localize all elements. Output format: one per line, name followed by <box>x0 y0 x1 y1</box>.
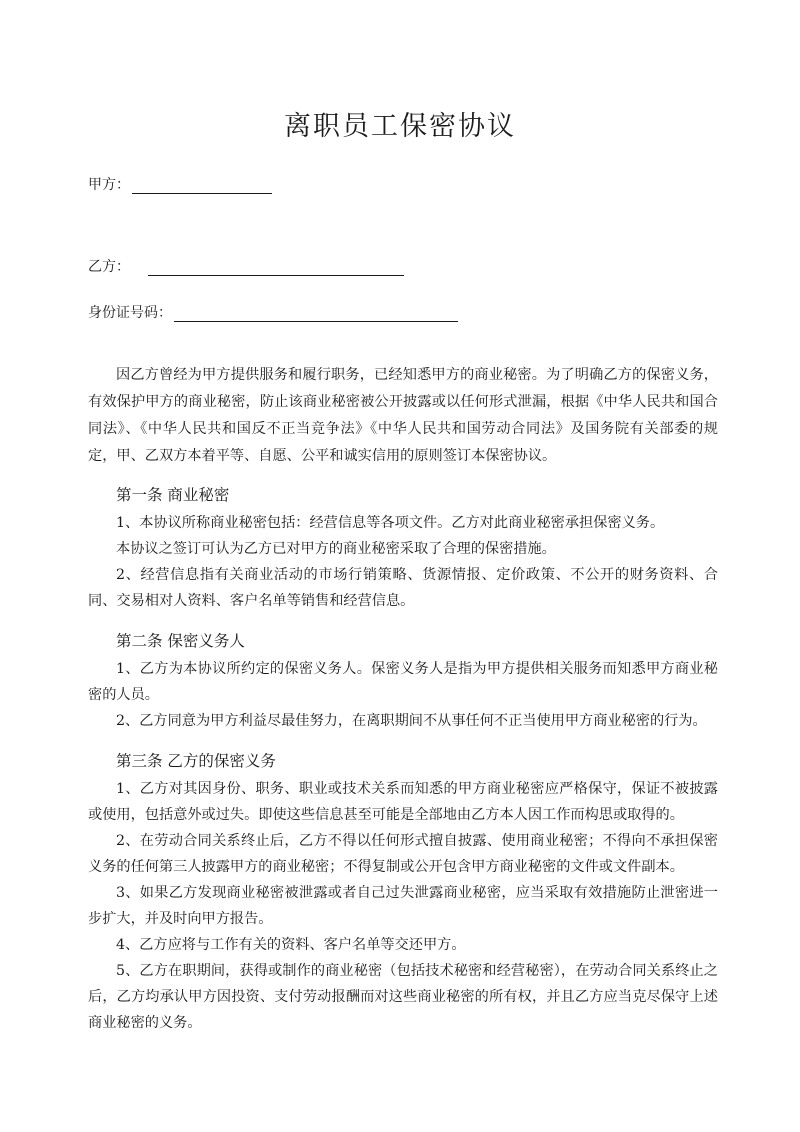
section-1-paragraph: 2、经营信息指有关商业活动的市场行销策略、货源情报、定价政策、不公开的财务资料、合同、交易相对人资料、客户名单等销售和经营信息。 <box>88 567 718 609</box>
section-1-heading: 第一条 商业秘密 <box>116 486 230 504</box>
section-1-paragraph: 1、本协议所称商业秘密包括：经营信息等各项文件。乙方对此商业秘密承担保密义务。 <box>116 515 665 531</box>
party-a-blank-line[interactable] <box>132 177 272 194</box>
section-3-paragraph: 2、在劳动合同关系终止后，乙方不得以任何形式擅自披露、使用商业秘密；不得向不承担保密义务的任何第三人披露甲方的商业秘密；不得复制或公开包含甲方商业秘密的文件或文件副本。 <box>88 833 718 875</box>
party-b-label: 乙方： <box>88 259 130 275</box>
document-title: 离职员工保密协议 <box>284 111 516 143</box>
id-number-field <box>88 302 458 322</box>
section-3-paragraph: 1、乙方对其因身份、职务、职业或技术关系而知悉的甲方商业秘密应严格保守，保证不被披露或使用，包括意外或过失。即使这些信息甚至可能是全部地由乙方本人因工作而构思或取得的。 <box>88 781 718 823</box>
party-a-field <box>88 174 272 194</box>
section-2-paragraph: 1、乙方为本协议所约定的保密义务人。保密义务人是指为甲方提供相关服务而知悉甲方商业秘密的人员。 <box>88 661 718 703</box>
id-number-blank-line[interactable] <box>174 305 458 322</box>
section-2-heading: 第二条 保密义务人 <box>116 632 245 650</box>
section-3-paragraph: 5、乙方在职期间，获得或制作的商业秘密（包括技术秘密和经营秘密），在劳动合同关系终止之后，乙方均承认甲方因投资、支付劳动报酬而对这些商业秘密的所有权，并且乙方应当克尽保守上述商业秘密的义务。 <box>88 963 718 1031</box>
section-3-paragraph: 4、乙方应将与工作有关的资料、客户名单等交还甲方。 <box>116 937 466 953</box>
party-b-blank-line[interactable] <box>148 259 404 276</box>
section-2-paragraph: 2、乙方同意为甲方利益尽最佳努力，在离职期间不从事任何不正当使用甲方商业秘密的行为。 <box>116 713 707 729</box>
party-b-field <box>88 256 404 276</box>
id-number-label: 身份证号码： <box>88 305 172 321</box>
section-3-paragraph: 3、如果乙方发现商业秘密被泄露或者自己过失泄露商业秘密，应当采取有效措施防止泄密进一步扩大，并及时向甲方报告。 <box>88 885 718 927</box>
section-3-heading: 第三条 乙方的保密义务 <box>116 752 276 770</box>
party-a-label: 甲方： <box>88 177 130 193</box>
document-body <box>88 362 718 1036</box>
preamble-paragraph: 因乙方曾经为甲方提供服务和履行职务，已经知悉甲方的商业秘密。为了明确乙方的保密义务，有效保护甲方的商业秘密，防止该商业秘密被公开披露或以任何形式泄漏，根据《中华人民共和国合同法》、《中华人民共和国反不正当竞争法》《中华人民共和国劳动合同法》及国务院有关部委的规定，甲、乙双方本着平等、自愿、公平和诚实信用的原则签订本保密协议。 <box>88 367 718 464</box>
section-1-paragraph: 本协议之签订可认为乙方已对甲方的商业秘密采取了合理的保密措施。 <box>116 541 556 557</box>
